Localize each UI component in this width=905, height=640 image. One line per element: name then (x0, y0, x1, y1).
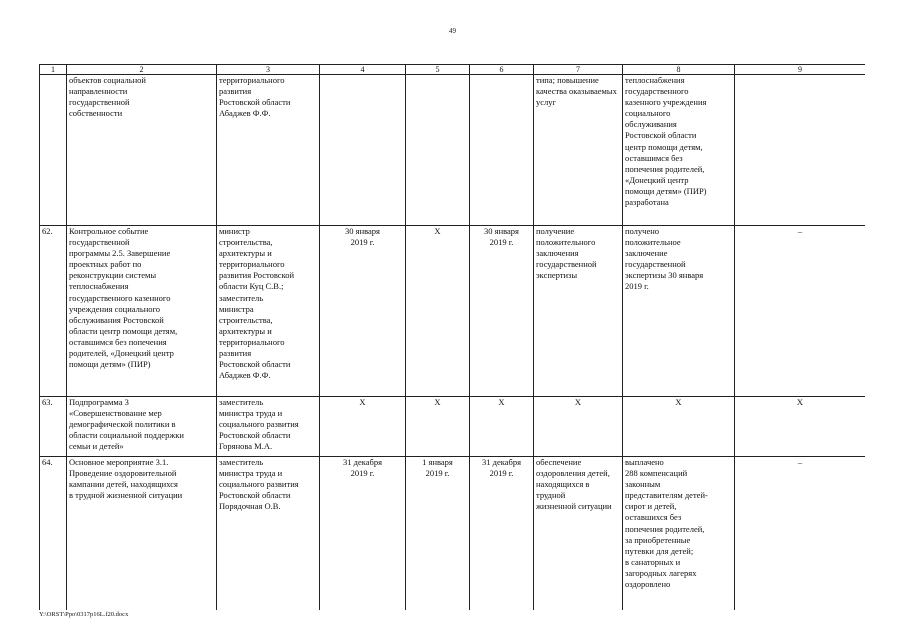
actual-result-cell: получено положительное заключение государственной экспертизы 30 января 2019 г. (623, 226, 735, 397)
row-number (40, 75, 67, 226)
actual-start-cell: X (406, 226, 470, 397)
planned-result-cell: получение положительного заключения государственной экспертизы (534, 226, 623, 397)
row-number: 62. (40, 226, 67, 397)
header-cell: 5 (406, 65, 470, 75)
header-cell: 6 (470, 65, 534, 75)
reason-cell: X (735, 397, 866, 457)
actual-start-cell (406, 75, 470, 226)
table-row (40, 226, 866, 397)
table-header-row (40, 65, 866, 75)
reason-cell: – (735, 457, 866, 611)
header-cell: 7 (534, 65, 623, 75)
header-cell: 4 (320, 65, 406, 75)
actual-result-cell: теплоснабжения государственного казенного учреждения социального обслуживания Ростовской области центр помощи детям, оставшимся без попечения родителей, «Донецкий центр помощи детям» (ПИР) разработана (623, 75, 735, 226)
row-number: 64. (40, 457, 67, 611)
reason-cell (735, 75, 866, 226)
header-cell: 3 (217, 65, 320, 75)
event-name-cell: Подпрограмма 3 «Совершенствование мер демографической политики в области социальной поддержки семьи и детей» (67, 397, 217, 457)
header-cell: 9 (735, 65, 866, 75)
report-table-frame (39, 64, 865, 610)
planned-date-cell: X (320, 397, 406, 457)
table-row (40, 397, 866, 457)
responsible-cell: территориального развития Ростовской области Абаджев Ф.Ф. (217, 75, 320, 226)
event-name-cell: объектов социальной направленности государственной собственности (67, 75, 217, 226)
planned-date-cell (320, 75, 406, 226)
header-cell: 2 (67, 65, 217, 75)
table-row (40, 75, 866, 226)
actual-end-cell: 31 декабря 2019 г. (470, 457, 534, 611)
responsible-cell: заместитель министра труда и социального развития Ростовской области Порядочная О.В. (217, 457, 320, 611)
page-number: 49 (449, 27, 456, 35)
file-path-footer: Y:\ORST\Ppo\0317p16L.f20.docx (39, 611, 129, 618)
report-table-clip (39, 64, 865, 610)
row-number: 63. (40, 397, 67, 457)
actual-result-cell: выплачено 288 компенсаций законным представителям детей- сирот и детей, оставшихся без попечения родителей, за приобретенные путевки для детей; в санаторных и загородных лагерях оздоровлено (623, 457, 735, 611)
actual-start-cell: 1 января 2019 г. (406, 457, 470, 611)
actual-result-cell: X (623, 397, 735, 457)
event-name-cell: Основное мероприятие 3.1. Проведение оздоровительной кампании детей, находящихся в трудной жизненной ситуации (67, 457, 217, 611)
planned-result-cell: обеспечение оздоровления детей, находящихся в трудной жизненной ситуации (534, 457, 623, 611)
table-row (40, 457, 866, 611)
event-name-cell: Контрольное событие государственной программы 2.5. Завершение проектных работ по реконструкции системы теплоснабжения государственного казенного учреждения социального обслуживания Ростовской области центр помощи детям, оставшимся без попечения родителей, «Донецкий центр помощи детям» (ПИР) (67, 226, 217, 397)
header-cell: 8 (623, 65, 735, 75)
responsible-cell: министр строительства, архитектуры и территориального развития Ростовской области Куц С.В.; заместитель министра строительства, архитектуры и территориального развития Ростовской области Абаджев Ф.Ф. (217, 226, 320, 397)
planned-result-cell: X (534, 397, 623, 457)
planned-result-cell: типа; повышение качества оказываемых услуг (534, 75, 623, 226)
reason-cell: – (735, 226, 866, 397)
header-cell: 1 (40, 65, 67, 75)
planned-date-cell: 30 января 2019 г. (320, 226, 406, 397)
planned-date-cell: 31 декабря 2019 г. (320, 457, 406, 611)
actual-end-cell: 30 января 2019 г. (470, 226, 534, 397)
responsible-cell: заместитель министра труда и социального развития Ростовской области Горянова М.А. (217, 397, 320, 457)
actual-end-cell (470, 75, 534, 226)
actual-end-cell: X (470, 397, 534, 457)
actual-start-cell: X (406, 397, 470, 457)
report-table (39, 64, 865, 610)
